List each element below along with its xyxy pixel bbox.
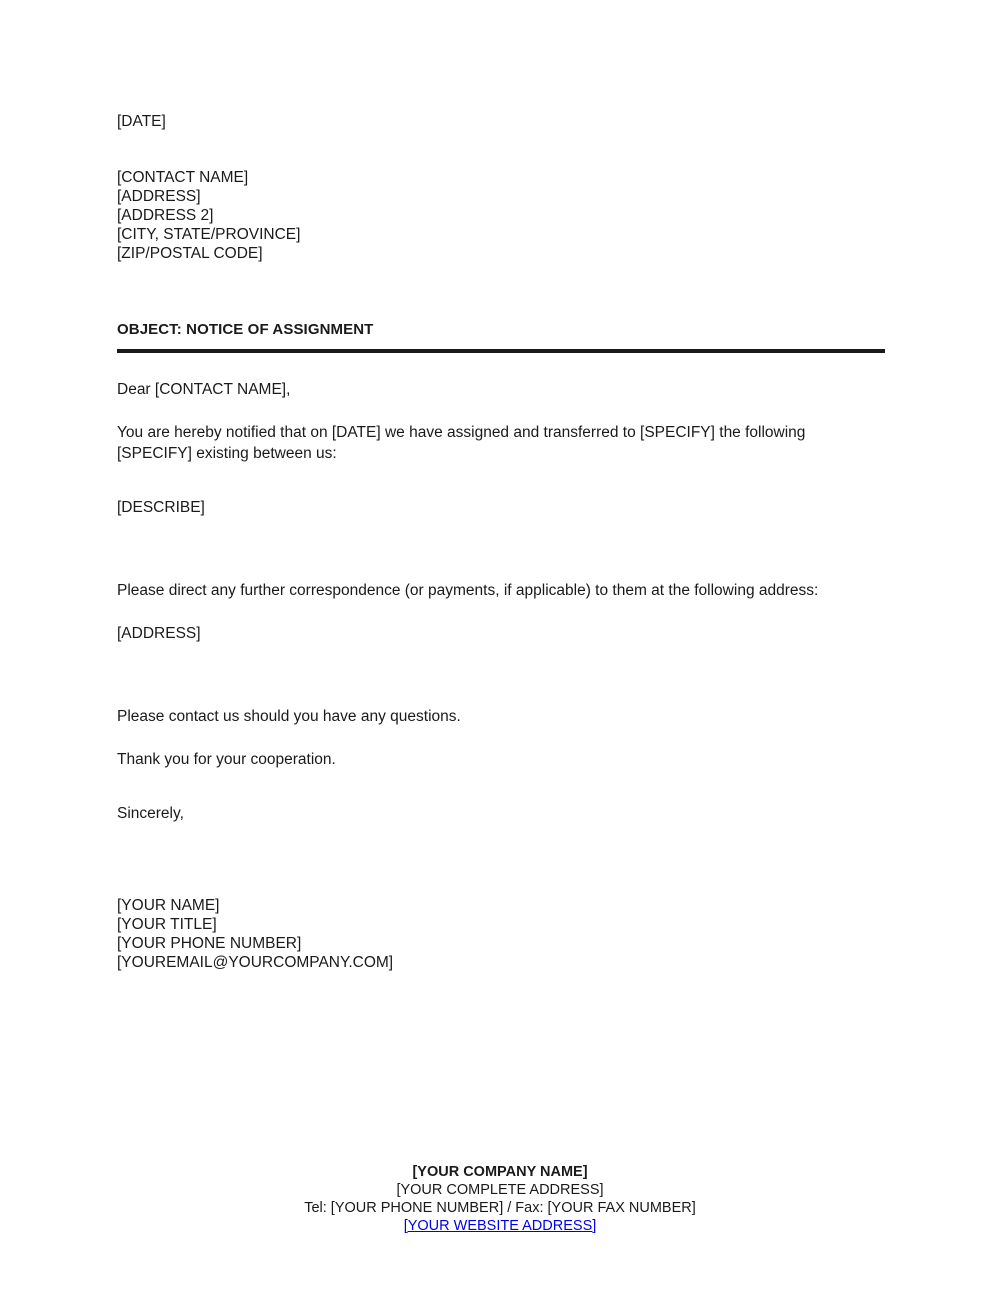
footer-address: [YOUR COMPLETE ADDRESS] bbox=[396, 1182, 604, 1198]
spacer bbox=[117, 464, 885, 497]
signer-email: [YOUREMAIL@YOURCOMPANY.COM] bbox=[117, 954, 394, 971]
signer-title: [YOUR TITLE] bbox=[117, 916, 217, 933]
horizontal-rule bbox=[117, 349, 885, 353]
body-paragraph-3: Please contact us should you have any questions. bbox=[117, 708, 461, 725]
date-placeholder: [DATE] bbox=[117, 113, 166, 130]
salutation: Dear [CONTACT NAME], bbox=[117, 381, 291, 398]
spacer bbox=[117, 400, 885, 422]
recipient-postal-code: [ZIP/POSTAL CODE] bbox=[117, 245, 263, 262]
recipient-address-1: [ADDRESS] bbox=[117, 188, 201, 205]
body-paragraph-2: Please direct any further correspondence (or payments, if applicable) to them at the following address: bbox=[117, 582, 819, 599]
signature-space bbox=[117, 824, 885, 896]
signer-name: [YOUR NAME] bbox=[117, 897, 220, 914]
spacer bbox=[117, 601, 885, 623]
address-placeholder: [ADDRESS] bbox=[117, 625, 201, 642]
recipient-contact-name: [CONTACT NAME] bbox=[117, 169, 249, 186]
closing-salutation: Sincerely, bbox=[117, 805, 184, 822]
footer-company-name: [YOUR COMPANY NAME] bbox=[412, 1164, 588, 1180]
letter-content bbox=[117, 0, 885, 972]
signature-block bbox=[117, 896, 885, 972]
spacer bbox=[117, 644, 885, 706]
describe-placeholder: [DESCRIBE] bbox=[117, 499, 205, 516]
spacer bbox=[117, 770, 885, 803]
website-link[interactable]: [YOUR WEBSITE ADDRESS] bbox=[403, 1218, 597, 1234]
spacer bbox=[117, 727, 885, 749]
body-paragraph-4: Thank you for your cooperation. bbox=[117, 751, 336, 768]
recipient-city-state: [CITY, STATE/PROVINCE] bbox=[117, 226, 301, 243]
signer-phone: [YOUR PHONE NUMBER] bbox=[117, 935, 302, 952]
spacer bbox=[117, 518, 885, 580]
recipient-address-2: [ADDRESS 2] bbox=[117, 207, 214, 224]
body-paragraph-1: You are hereby notified that on [DATE] we have assigned and transferred to [SPECIFY] the following [SPECIFY] existing between us: bbox=[117, 424, 806, 462]
footer-contact: Tel: [YOUR PHONE NUMBER] / Fax: [YOUR FAX NUMBER] bbox=[304, 1200, 696, 1216]
letter-body bbox=[117, 379, 885, 824]
recipient-address-block bbox=[117, 168, 885, 263]
page-footer bbox=[0, 1163, 1000, 1235]
object-line: OBJECT: NOTICE OF ASSIGNMENT bbox=[117, 321, 374, 338]
footer-website-link bbox=[0, 1217, 1000, 1235]
